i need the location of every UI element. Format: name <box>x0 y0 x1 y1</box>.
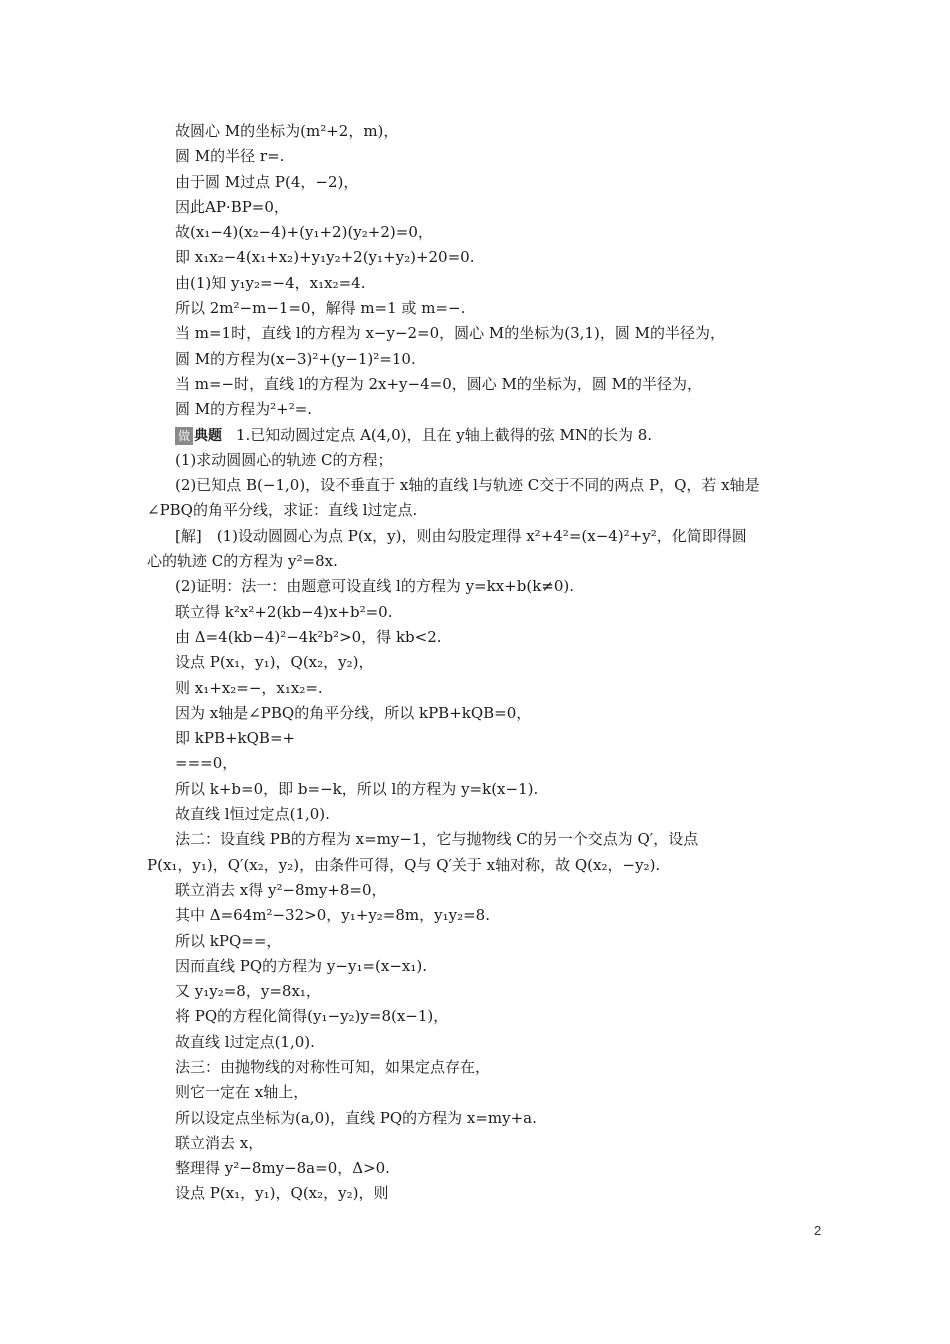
text-line: 联立消去 x， <box>175 1133 264 1152</box>
text-line: 因此AP·BP=0， <box>175 197 289 216</box>
text-line: 圆 M的方程为(x−3)²+(y−1)²=10. <box>175 349 416 368</box>
method-2-line-2: P(x₁，y₁)，Q′(x₂，y₂)，由条件可得，Q与 Q′关于 x轴对称，故 Q(x₂，−y₂). <box>147 855 661 874</box>
text-line: 即 x₁x₂−4(x₁+x₂)+y₁y₂+2(y₁+y₂)+20=0. <box>175 248 475 267</box>
typical-problem-tag <box>175 423 236 449</box>
tag-icon: 做 <box>175 427 193 445</box>
solution-1-line-1: [解] (1)设动圆圆心为点 P(x，y)，则由勾股定理得 x²+4²=(x−4)²+y²，化简即得圆 <box>175 526 747 545</box>
text-line: 因为 x轴是∠PBQ的角平分线，所以 kPB+kQB=0， <box>175 703 532 722</box>
text-line: 故圆心 M的坐标为(m²+2，m)， <box>175 122 399 140</box>
problem-header <box>147 423 815 448</box>
text-line: 因而直线 PQ的方程为 y−y₁=(x−x₁). <box>175 956 427 975</box>
problem-title: 1.已知动圆过定点 A(4,0)，且在 y轴上截得的弦 MN的长为 8. <box>236 425 653 444</box>
page-content <box>147 119 815 1207</box>
text-line: 由 Δ=4(kb−4)²−4k²b²>0，得 kb<2. <box>175 627 442 646</box>
text-line: 所以设定点坐标为(a,0)，直线 PQ的方程为 x=my+a. <box>175 1108 537 1127</box>
text-line: 联立得 k²x²+2(kb−4)x+b²=0. <box>175 602 393 621</box>
text-line: 所以 2m²−m−1=0，解得 m=1 或 m=−. <box>175 299 466 318</box>
text-line: ===0， <box>175 754 238 773</box>
text-line: 圆 M的半径 r=. <box>175 147 285 166</box>
page-number: 2 <box>814 1223 822 1238</box>
tag-label: 典题 <box>194 427 222 444</box>
text-line: 所以 k+b=0，即 b=−k，所以 l的方程为 y=k(x−1). <box>175 779 539 798</box>
text-line: 故直线 l过定点(1,0). <box>175 1032 315 1051</box>
text-line: 其中 Δ=64m²−32>0，y₁+y₂=8m，y₁y₂=8. <box>175 906 490 925</box>
question-1: (1)求动圆圆心的轨迹 C的方程； <box>175 450 393 469</box>
text-line: 由(1)知 y₁y₂=−4，x₁x₂=4. <box>175 273 366 292</box>
text-line: 设点 P(x₁，y₁)，Q(x₂，y₂)， <box>175 653 374 672</box>
text-line: 当 m=−时，直线 l的方程为 2x+y−4=0，圆心 M的坐标为，圆 M的半径为， <box>175 374 702 393</box>
text-line: 则它一定在 x轴上， <box>175 1083 309 1102</box>
text-line: 故(x₁−4)(x₂−4)+(y₁+2)(y₂+2)=0， <box>175 223 433 242</box>
question-2-line-2: ∠PBQ的角平分线，求证：直线 l过定点. <box>147 501 418 520</box>
text-line: 圆 M的方程为²+²=. <box>175 400 313 419</box>
solution-1-line-2: 心的轨迹 C的方程为 y²=8x. <box>147 552 338 571</box>
text-line: 将 PQ的方程化简得(y₁−y₂)y=8(x−1)， <box>175 1007 449 1026</box>
text-line: 整理得 y²−8my−8a=0，Δ>0. <box>175 1159 390 1178</box>
text-line: 则 x₁+x₂=−，x₁x₂=. <box>175 678 323 697</box>
text-line: 即 kPB+kQB=+ <box>175 729 296 748</box>
question-2-line-1: (2)已知点 B(−1,0)，设不垂直于 x轴的直线 l与轨迹 C交于不同的两点 P，Q，若 x轴是 <box>175 476 760 495</box>
text-line: 设点 P(x₁，y₁)，Q(x₂，y₂)，则 <box>175 1184 389 1203</box>
text-line: 法三：由抛物线的对称性可知，如果定点存在， <box>175 1057 491 1076</box>
text-line: 当 m=1时，直线 l的方程为 x−y−2=0，圆心 M的坐标为(3,1)，圆 M的半径为， <box>175 324 725 343</box>
text-line: (2)证明：法一：由题意可设直线 l的方程为 y=kx+b(k≠0). <box>175 577 575 596</box>
text-line: 所以 kPQ==， <box>175 931 282 950</box>
text-line: 由于圆 M过点 P(4，−2)， <box>175 172 359 191</box>
text-line: 联立消去 x得 y²−8my+8=0， <box>175 880 387 899</box>
text-line: 又 y₁y₂=8，y=8x₁， <box>175 982 321 1001</box>
text-line: 故直线 l恒过定点(1,0). <box>175 805 330 824</box>
method-2-line-1: 法二：设直线 PB的方程为 x=my−1，它与抛物线 C的另一个交点为 Q′，设点 <box>175 830 699 849</box>
